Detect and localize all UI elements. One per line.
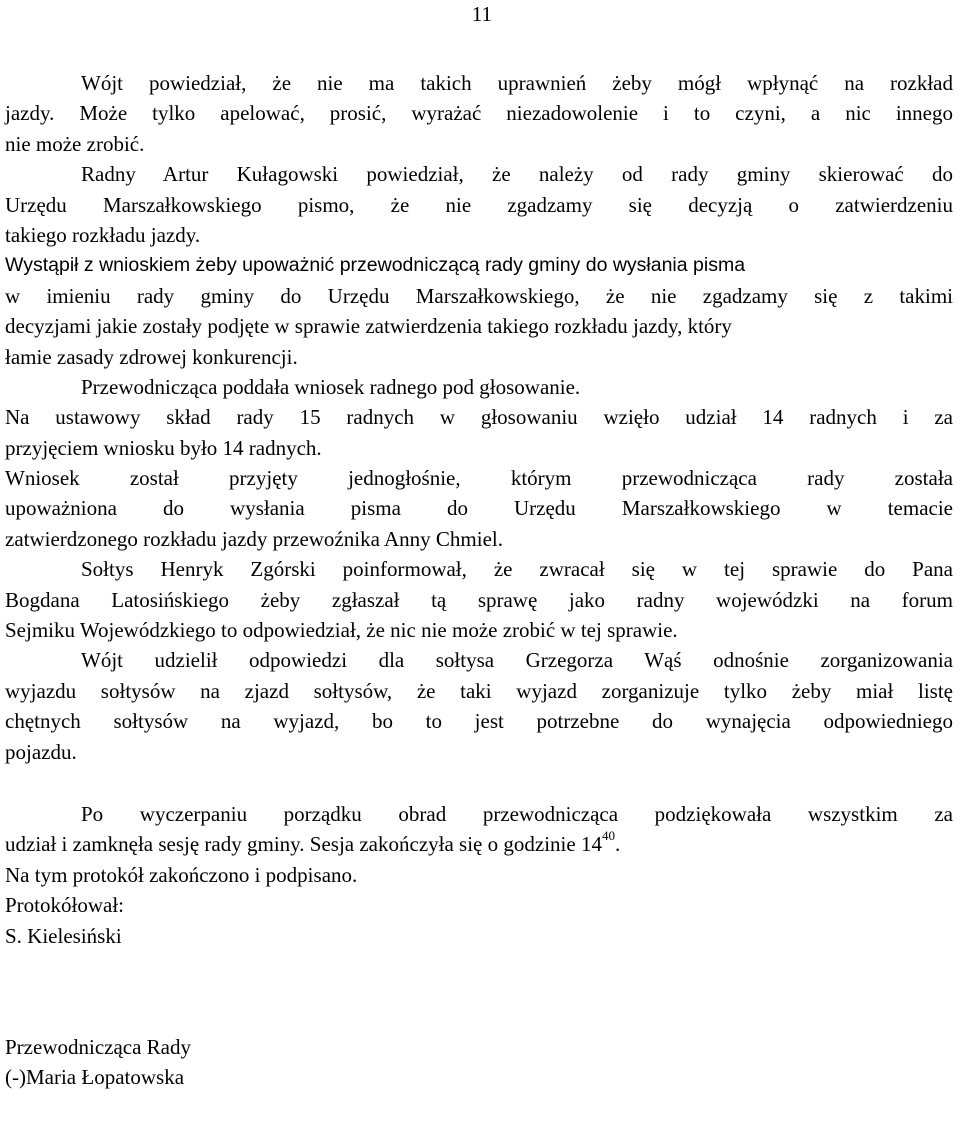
text-line: Wniosek został przyjęty jednogłośnie, którym przewodnicząca rady została <box>5 466 953 491</box>
text-line: Na tym protokół zakończono i podpisano. <box>5 862 358 887</box>
chair-title: Przewodnicząca Rady <box>5 1034 191 1059</box>
text-line: w imieniu rady gminy do Urzędu Marszałkowskiego, że nie zgadzamy się z takimi <box>5 283 953 308</box>
text-line: Sołtys Henryk Zgórski poinformował, że zwracał się w tej sprawie do Pana <box>81 557 953 582</box>
text-line: nie może zrobić. <box>5 131 145 156</box>
text-line: Radny Artur Kułagowski powiedział, że należy od rady gminy skierować do <box>81 162 953 187</box>
text-line: Przewodnicząca poddała wniosek radnego pod głosowanie. <box>81 374 581 399</box>
closing-time-line <box>5 829 953 859</box>
text-line: Urzędu Marszałkowskiego pismo, że nie zgadzamy się decyzją o zatwierdzeniu <box>5 192 953 217</box>
closing-time-text: udział i zamknęła sesję rady gminy. Sesja zakończyła się o godzinie 14 <box>5 832 602 857</box>
signature-gap <box>5 951 953 1032</box>
text-line: Sejmiku Wojewódzkiego to odpowiedział, że nic nie może zrobić w tej sprawie. <box>5 618 678 643</box>
text-line: łamie zasady zdrowej konkurencji. <box>5 344 298 369</box>
text-line: Po wyczerpaniu porządku obrad przewodnicząca podziękowała wszystkim za <box>81 801 953 826</box>
text-line: takiego rozkładu jazdy. <box>5 222 201 247</box>
text-line: upoważniona do wysłania pisma do Urzędu Marszałkowskiego w temacie <box>5 496 953 521</box>
paragraph-gap <box>5 767 953 799</box>
text-line: Wystąpił z wnioskiem żeby upoważnić przewodniczącą rady gminy do wysłania pisma <box>5 254 746 277</box>
document-body <box>5 68 953 1093</box>
closing-time-period: . <box>614 832 621 857</box>
text-line: zatwierdzonego rozkładu jazdy przewoźnika Anny Chmiel. <box>5 526 503 551</box>
text-line: jazdy. Może tylko apelować, prosić, wyrażać niezadowolenie i to czyni, a nic innego <box>5 101 953 126</box>
text-line: Bogdana Latosińskiego żeby zgłaszał tą sprawę jako radny wojewódzki na forum <box>5 587 953 612</box>
text-line: wyjazdu sołtysów na zjazd sołtysów, że taki wyjazd zorganizuje tylko żeby miał listę <box>5 678 953 703</box>
text-line: przyjęciem wniosku było 14 radnych. <box>5 435 322 460</box>
text-line: Wójt powiedział, że nie ma takich uprawnień żeby mógł wpłynąć na rozkład <box>81 71 953 95</box>
text-line: pojazdu. <box>5 739 77 764</box>
text-line: Wójt udzielił odpowiedzi dla sołtysa Grzegorza Wąś odnośnie zorganizowania <box>81 648 953 673</box>
protocol-label: Protokółował: <box>5 893 124 918</box>
text-line: Na ustawowy skład rady 15 radnych w głosowaniu wzięło udział 14 radnych i za <box>5 405 953 430</box>
chair-signature: (-)Maria Łopatowska <box>5 1065 185 1090</box>
page-number: 11 <box>471 2 492 26</box>
protocol-author: S. Kielesiński <box>5 923 122 948</box>
text-line: decyzjami jakie zostały podjęte w sprawie zatwierdzenia takiego rozkładu jazdy, który <box>5 314 732 339</box>
text-line: chętnych sołtysów na wyjazd, bo to jest potrzebne do wynajęcia odpowiedniego <box>5 709 953 734</box>
closing-time-minutes: 40 <box>601 828 615 844</box>
